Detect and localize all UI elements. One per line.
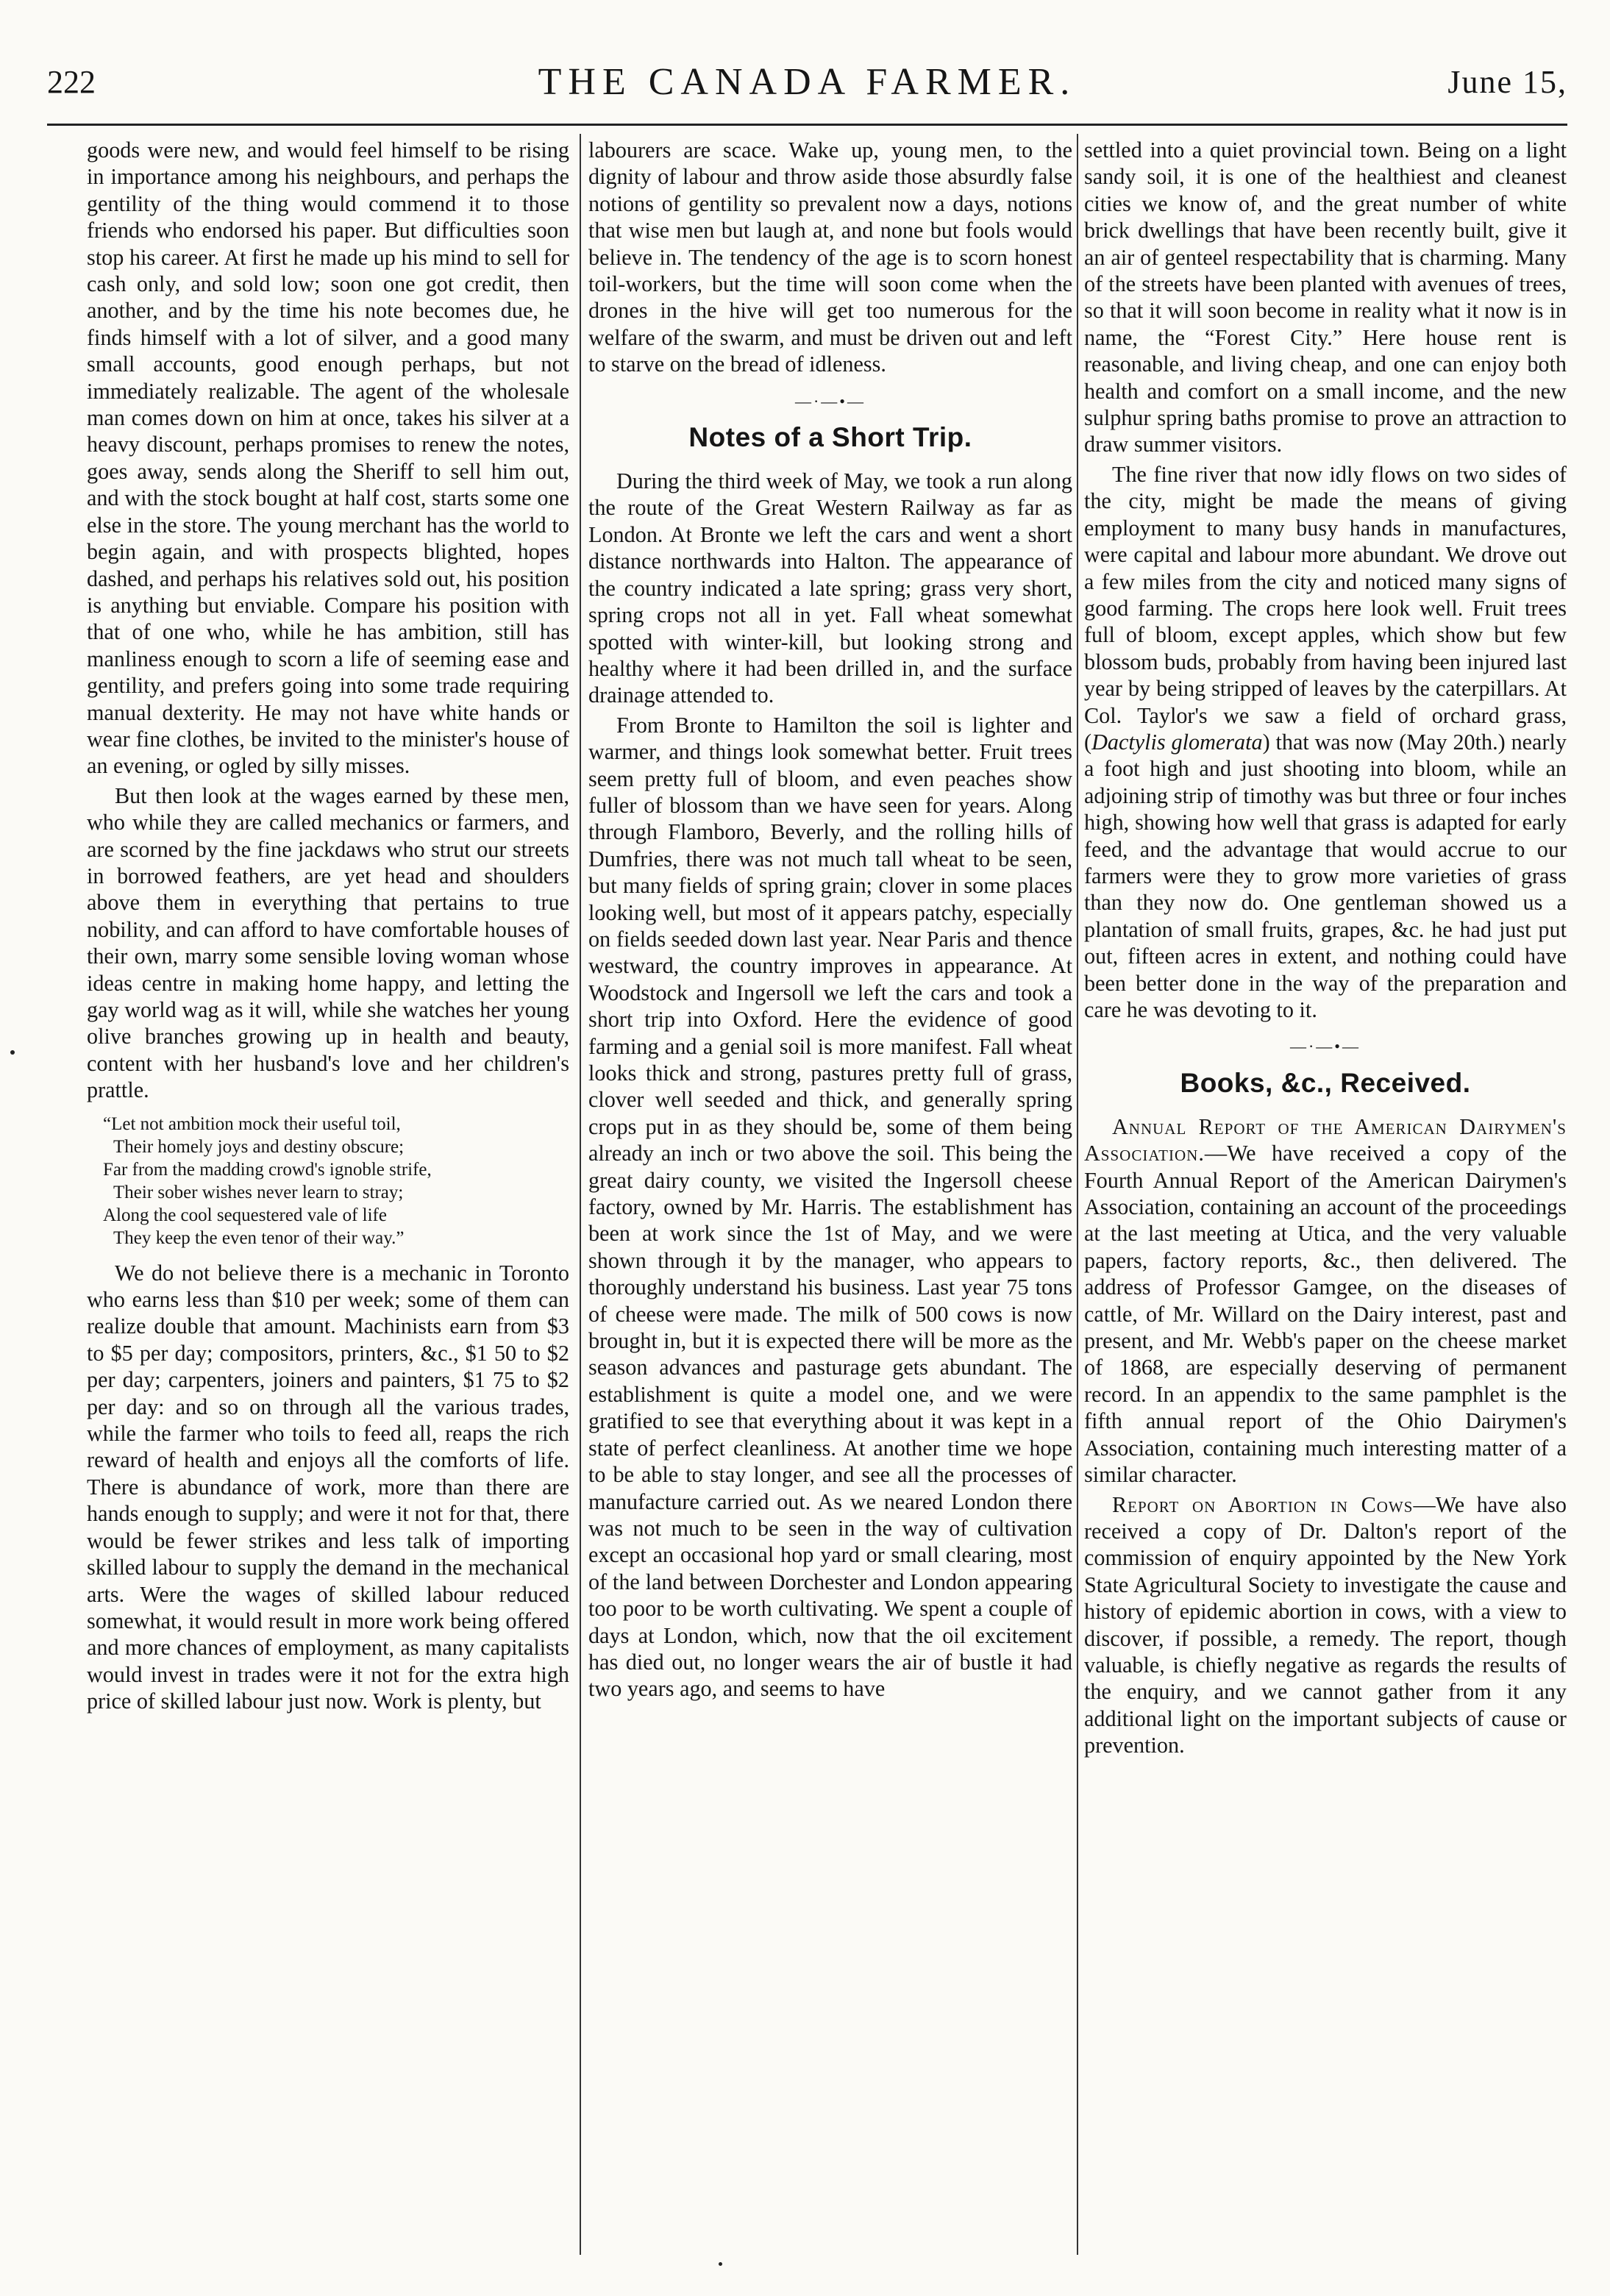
poem-line: Their homely joys and destiny obscure; <box>113 1136 405 1157</box>
paragraph: We do not believe there is a mechanic in Toronto who earns less than $10 per week; some of them can realize double that amount. Machinists earn from $3 to $5 per day; compositors, printers, &c., $1 50 to $2 per day; carpenters, joiners and painters, $1 75 to $2 per day: and so on through all the various trades, while the farmer who toils to feed all, reaps the rich reward of health and enjoys all the comforts of life. There is abundance of work, more than there are hands enough to supply; and were it not for that, there would be fewer strikes and less talk of importing skilled labour to supply the demand in the mechanical arts. Were the wages of skilled labour reduced somewhat, it would result in more work being offered and more chances of employment, as many capitalists would invest in trades were it not for the extra high price of skilled labour just now. Work is plenty, but <box>87 1260 569 1714</box>
column-divider <box>580 134 581 2255</box>
column-3 <box>1084 137 1567 2255</box>
paragraph: The fine river that now idly flows on two sides of the city, might be made the means of giving employment to many busy hands in manufactures, were capital and labour more abundant. We drove out a few miles from the city and noticed many signs of good farming. The crops here look well. Fruit trees full of bloom, except apples, which show but few blossom buds, probably from having been injured last year by being stripped of leaves by the caterpillars. At Col. Taylor's we saw a field of orchard grass, (Dactylis glomerata) that was now (May 20th.) nearly a foot high and just shooting into bloom, while an adjoining strip of timothy was but three or four inches high, showing how well that grass is adapted for early feed, and the advantage that would accrue to our farmers were they to grow more varieties of grass than they now do. One gentleman showed us a plantation of small fruits, grapes, &c. he had just put out, fifteen acres in extent, and nothing could have been better done in the way of the preparation and care he was devoting to it. <box>1084 461 1567 1022</box>
page-header <box>47 60 1567 112</box>
item-lead: Report on Abortion in Cows <box>1112 1491 1414 1517</box>
section-heading: Notes of a Short Trip. <box>688 422 972 453</box>
paragraph: settled into a quiet provincial town. Being on a light sandy soil, it is one of the healthiest and cleanest cities we know of, and the great number of white brick dwellings that have been recently built, give it an air of genteel respectability that is charming. Many of the streets have been planted with avenues of trees, so that it will soon become in reality what it now is in name, the “Forest City.” Here house rent is reasonable, and living cheap, and one can enjoy both health and comfort on a small income, and the new sulphur spring baths promise to prove an attraction to draw summer visitors. <box>1084 138 1567 457</box>
issue-date: June 15, <box>1447 64 1567 100</box>
poem-line: Far from the madding crowd's ignoble strife, <box>103 1159 432 1180</box>
print-speck <box>719 2262 722 2266</box>
ornament-divider: —·—•— <box>1289 1037 1361 1056</box>
paragraph: From Bronte to Hamilton the soil is lighter and warmer, and things look somewhat better. Fruit trees seem pretty full of bloom, and even peaches show fuller of blossom than we have seen for years. Along through Flamboro, Beverly, and the rolling hills of Dumfries, there was not much tall wheat to be seen, but many fields of spring grain; clover in some places looking well, but most of it appears patchy, especially on fields seeded down last year. Near Paris and thence westward, the country improves in appearance. At Woodstock and Ingersoll we left the cars and took a short trip into Oxford. Here the evidence of good farming and a genial soil is more manifest. Fall wheat looks thick and strong, pastures pretty full of grass, clover well seeded and thick, and generally spring crops put in as they should be, some of them being already an inch or two above the soil. This being the great dairy county, we visited the Ingersoll cheese factory, owned by Mr. Harris. The establishment has been at work since the 1st of May, and we were shown through it by the manager, who appears to thoroughly understand his business. Last year 75 tons of cheese were made. The milk of 500 cows is now brought in, but it is expected there will be more as the season advances and pasturage gets abundant. The establishment is quite a model one, and we were gratified to see that everything about it was kept in a state of perfect cleanliness. At another time we hope to be able to stay longer, and see all the processes of manufacture carried out. As we neared London there was not much to be seen in the way of cultivation except an occasional hop yard or small clearing, most of the land between Dorchester and London appearing too poor to be worth cultivating. We spent a couple of days at London, which, now that the oil excitement has died out, no longer wears the air of bustle it had two years ago, and seems to have <box>588 712 1072 1702</box>
column-divider <box>1077 134 1078 2255</box>
column-1 <box>87 137 569 2255</box>
poem-line: Their sober wishes never learn to stray; <box>113 1182 404 1202</box>
print-speck <box>10 1050 15 1055</box>
item-lead: Annual Report of the American Dairymen's Association. <box>1084 1113 1567 1166</box>
poem-line: Along the cool sequestered vale of life <box>103 1205 387 1225</box>
poem-line: They keep the even tenor of their way.” <box>113 1227 405 1248</box>
journal-title: THE CANADA FARMER. <box>538 61 1077 103</box>
header-rule <box>47 124 1567 126</box>
latin-name: Dactylis glomerata <box>1091 729 1263 755</box>
paragraph: Annual Report of the American Dairymen's Association.—We have received a copy of the Fourth Annual Report of the American Dairymen's Association, containing an account of the proceedings at the last meeting at Utica, and the very valuable papers, factory reports, &c., then delivered. The address of Professor Gamgee, on the diseases of cattle, of Mr. Willard on the Dairy interest, past and present, and Mr. Webb's paper on the cheese market of 1868, are especially deserving of permanent record. In an appendix to the same pamphlet is the fifth annual report of the Ohio Dairymen's Association, containing much interesting matter of a similar character. <box>1084 1113 1567 1488</box>
poem-line: “Let not ambition mock their useful toil, <box>103 1113 401 1134</box>
section-heading: Books, &c., Received. <box>1180 1067 1471 1098</box>
column-2 <box>588 137 1072 2255</box>
poem-quote <box>103 1113 569 1249</box>
paragraph: goods were new, and would feel himself to be rising in importance among his neighbours, and perhaps the gentility of the thing would commend it to those friends who endorsed his paper. But difficulties soon stop his career. At first he made up his mind to sell for cash only, and sold low; soon one got credit, then another, and by the time his note becomes due, he finds himself with a lot of silver, and a good many small accounts, good enough perhaps, but not immediately realizable. The agent of the wholesale man comes down on him at once, takes his silver at a heavy discount, perhaps promises to renew the notes, goes away, sends along the Sheriff to sell him out, and with the stock bought at half cost, starts some one else in the store. The young merchant has the world to begin again, and with prospects blighted, hopes dashed, and perhaps his relatives sold out, his position is anything but enviable. Compare his position with that of one who, while he has ambition, still has manliness enough to scorn a life of seeming ease and gentility, and prefers going into some trade requiring manual dexterity. He may not have white hands or wear fine clothes, be invited to the minister's house of an evening, or ogled by silly misses. <box>87 138 569 779</box>
paragraph: labourers are scace. Wake up, young men, to the dignity of labour and throw aside those absurdly false notions of gentility so prevalent now a days, notions that wise men but laugh at, and none but fools would believe in. The tendency of the age is to scorn honest toil-workers, but the time will soon come when the drones in the hive will get too numerous for the welfare of the swarm, and must be driven out and left to starve on the bread of idleness. <box>588 138 1072 377</box>
ornament-divider: —·—•— <box>794 391 866 410</box>
page-number: 222 <box>47 64 96 100</box>
paragraph: During the third week of May, we took a run along the route of the Great Western Railway as far as London. At Bronte we left the cars and went a short distance northwards into Halton. The appearance of the country indicated a late spring; grass very short, spring crops not all in yet. Fall wheat somewhat spotted with winter-kill, but looking strong and healthy where it had been drilled in, and the surface drainage attended to. <box>588 468 1072 708</box>
paragraph: Report on Abortion in Cows—We have also received a copy of Dr. Dalton's report of the commission of enquiry appointed by the New York State Agricultural Society to investigate the cause and history of epidemic abortion in cows, with a view to discover, if possible, a remedy. The report, though valuable, is chiefly negative as regards the results of the enquiry, and we cannot gather from it any additional light on the important subjects of cause or prevention. <box>1084 1491 1567 1758</box>
paragraph: But then look at the wages earned by these men, who while they are called mechanics or farmers, and are scorned by the fine jackdaws who strut our streets in borrowed feathers, are yet head and shoulders above them in everything that pertains to true nobility, and can afford to have comfortable houses of their own, marry some sensible loving woman whose ideas centre in making home happy, and letting the gay world wag as it will, while she watches her young olive branches growing up in health and beauty, content with her husband's love and her children's prattle. <box>87 782 569 1103</box>
